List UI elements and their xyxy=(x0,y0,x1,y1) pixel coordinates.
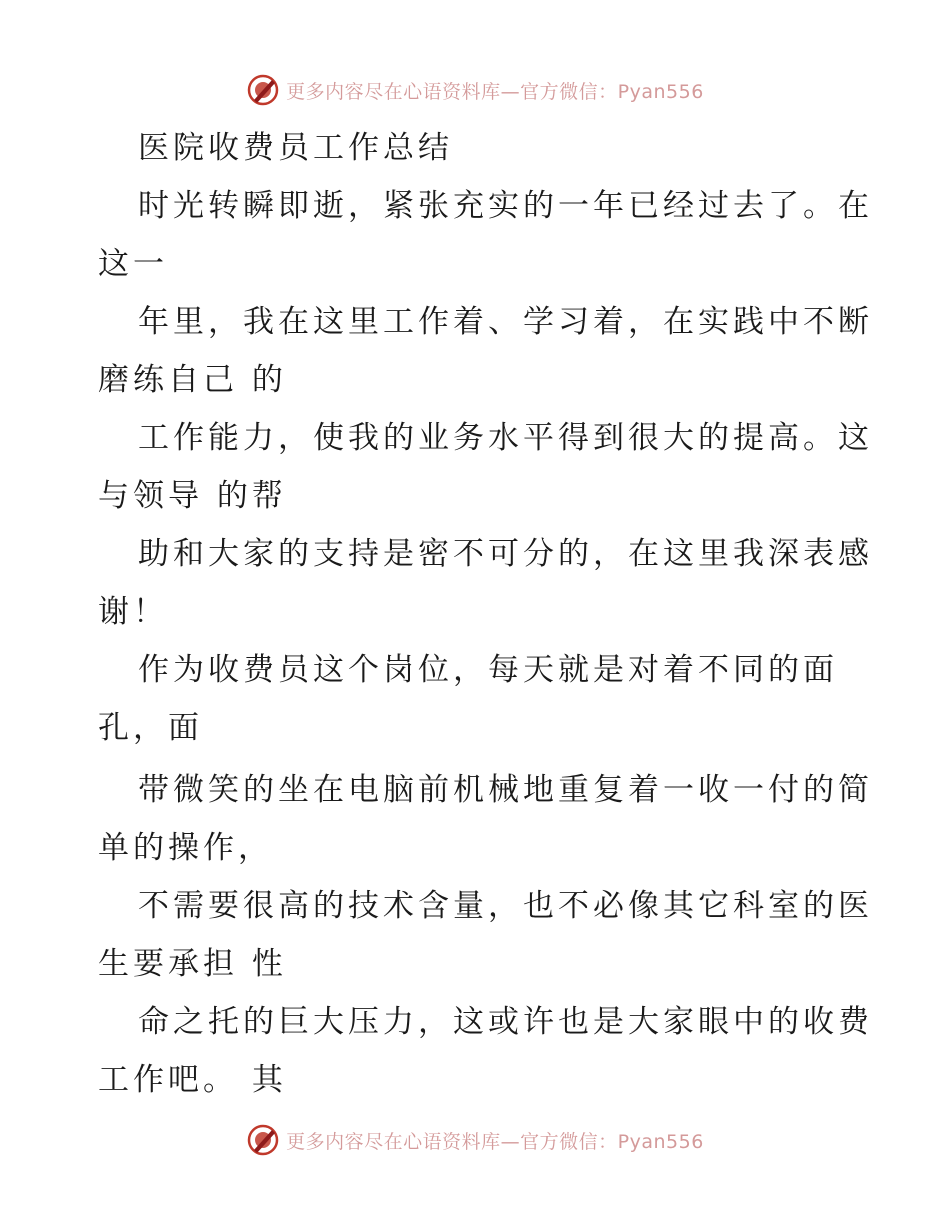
text-line: 工作能力，使我的业务水平得到很大的提高。这 xyxy=(138,420,873,456)
text-line: 这一 xyxy=(98,246,168,282)
text-line: 与领导 的帮 xyxy=(98,478,287,514)
text-line: 助和大家的支持是密不可分的，在这里我深表感 xyxy=(138,536,873,572)
text-line: 不需要很高的技术含量，也不必像其它科室的医 xyxy=(138,888,873,924)
text-line: 谢！ xyxy=(98,594,168,630)
text-line: 带微笑的坐在电脑前机械地重复着一收一付的简 xyxy=(138,772,873,808)
text-line: 生要承担 性 xyxy=(98,946,287,982)
watermark-header xyxy=(0,70,950,110)
watermark-text: 更多内容尽在心语资料库—官方微信：Pyan556 xyxy=(286,1130,704,1153)
text-line: 时光转瞬即逝，紧张充实的一年已经过去了。在 xyxy=(138,188,873,224)
text-line: 作为收费员这个岗位，每天就是对着不同的面 xyxy=(138,652,838,688)
text-line: 命之托的巨大压力，这或许也是大家眼中的收费 xyxy=(138,1004,873,1040)
text-line: 单的操作， xyxy=(98,830,273,866)
text-line: 孔，面 xyxy=(98,710,203,746)
pen-logo-icon xyxy=(246,1123,280,1157)
watermark-footer xyxy=(0,1120,950,1160)
watermark-text: 更多内容尽在心语资料库—官方微信：Pyan556 xyxy=(286,80,704,103)
text-line: 磨练自己 的 xyxy=(98,362,287,398)
pen-logo-icon xyxy=(246,73,280,107)
document-title: 医院收费员工作总结 xyxy=(138,130,453,166)
text-line: 年里，我在这里工作着、学习着，在实践中不断 xyxy=(138,304,873,340)
text-line: 工作吧。 其 xyxy=(98,1062,287,1098)
